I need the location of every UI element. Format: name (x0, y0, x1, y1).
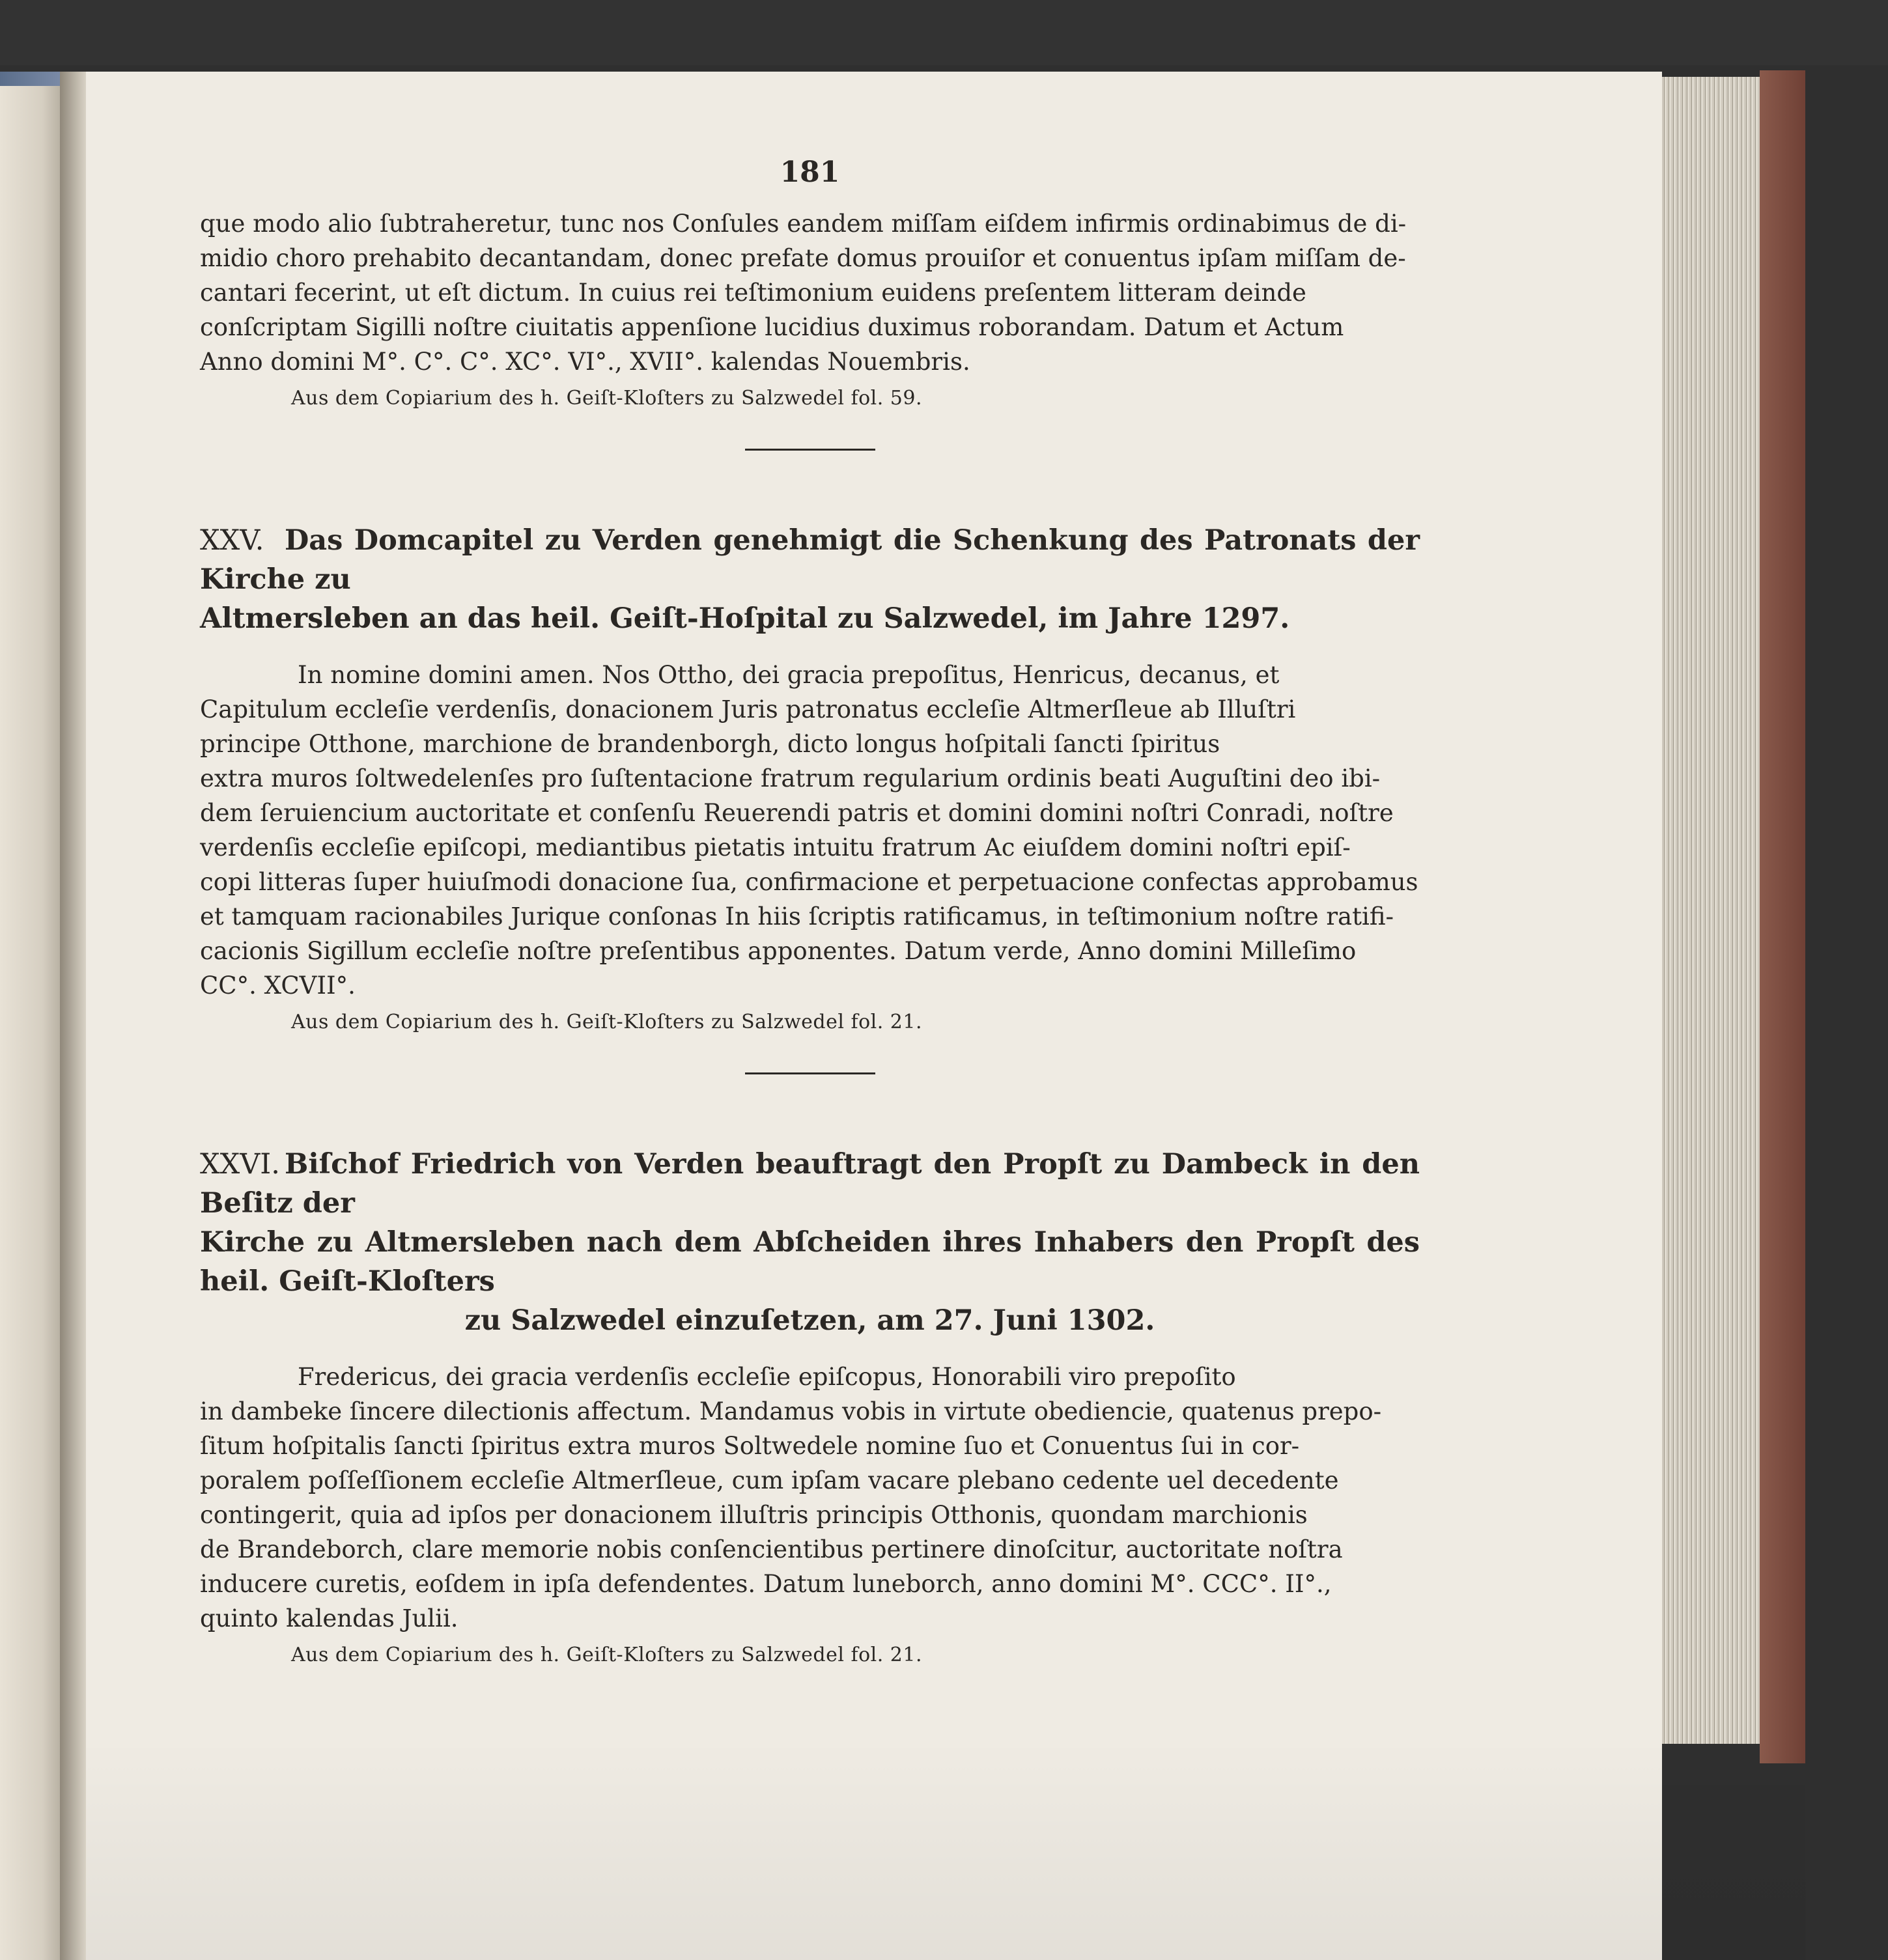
section-divider (745, 449, 875, 451)
page-block-edges (1662, 77, 1762, 1744)
left-page-edge (0, 72, 62, 1960)
book-gutter (60, 72, 86, 1960)
doc-25-heading (200, 521, 1420, 638)
doc-26-title-last-line: zu Salzwedel einzuſetzen, am 27. Juni 1302. (464, 1304, 1155, 1337)
doc-25-source-note: Aus dem Copiarium des h. Geiſt-Kloſters zu Salzwedel fol. 21. (291, 1011, 923, 1033)
doc-25-title: Das Domcapitel zu Verden genehmigt die Schenkung des Patronats der Kirche zu Altmersleben an das heil. Geiſt-Hoſpital zu Salzwedel, im Jahre 1297. (200, 524, 1420, 635)
doc-26-number: XXVI. (200, 1148, 280, 1181)
scan-background (0, 0, 1888, 65)
page-shadow (86, 1739, 1805, 1960)
book-cover-edge (1760, 70, 1805, 1763)
doc-26-source-note: Aus dem Copiarium des h. Geiſt-Kloſters zu Salzwedel fol. 21. (291, 1644, 923, 1666)
intro-paragraph: que modo alio ſubtraheretur, tunc nos Conſules eandem miſſam eiſdem infirmis ordinabimus de di- midio choro prehabito decantandam, donec prefate domus prouiſor et conuentus ipſam miſſam de- cantari fecerint, ut eſt dictum. In cuius rei teſtimonium euidens preſentem litteram deinde conſcriptam Sigilli noſtre ciuitatis appenſione lucidius duximus roborandam. Datum et Actum Anno domini M°. C°. C°. XC°. VI°., XVII°. kalendas Nouembris. (200, 210, 1407, 376)
left-page-binding-stripe (0, 72, 60, 86)
intro-source-note: Aus dem Copiarium des h. Geiſt-Kloſters zu Salzwedel fol. 59. (291, 387, 923, 410)
doc-26-title: Biſchof Friedrich von Verden beauftragt den Propſt zu Dambeck in den Beſitz der Kirche zu Altmersleben nach dem Abſcheiden ihres Inhabers den Propſt des heil. Geiſt-Kloſters (200, 1148, 1420, 1298)
doc-26-text: Fredericus, dei gracia verdenſis eccleſie epiſcopus, Honorabili viro prepoſito in dambeke ſincere dilectionis affectum. Mandamus vobis in virtute obediencie, quatenus prepo- ſitum hoſpitalis ſancti ſpiritus extra muros Soltwedele nomine ſuo et Conuentus ſui in cor- poralem poſſeſſionem eccleſie Altmerſleue, cum ipſam vacare plebano cedente uel decedente contingerit, quia ad ipſos per donacionem illuſtris principis Otthonis, quondam marchionis de Brandeborch, clare memorie nobis conſencientibus pertinere dinoſcitur, auctoritate noſtra inducere curetis, eoſdem in ipſa defendentes. Datum luneborch, anno domini M°. CCC°. II°., quinto kalendas Julii. (200, 1363, 1382, 1632)
page-number: 181 (780, 156, 840, 189)
doc-26-heading (200, 1145, 1420, 1301)
page-content (200, 153, 1420, 1670)
doc-25-text: In nomine domini amen. Nos Ottho, dei gracia prepoſitus, Henricus, decanus, et Capitulum eccleſie verdenſis, donacionem Juris patronatus eccleſie Altmerſleue ab Illuſtri principe Otthone, marchione de brandenborgh, dicto longus hoſpitali ſancti ſpiritus extra muros ſoltwedelenſes pro ſuſtentacione fratrum regularium ordinis beati Auguſtini deo ibi- dem ſeruiencium auctoritate et conſenſu Reuerendi patris et domini domini noſtri Conradi, noſtre verdenſis eccleſie epiſcopi, mediantibus pietatis intuitu fratrum Ac eiuſdem domini noſtri epiſ- copi litteras ſuper huiuſmodi donacione ſua, confirmacione et perpetuacione confectas approbamus et tamquam racionabiles Jurique conſonas In hiis ſcriptis ratificamus, in teſtimonium noſtre ratifi- cacionis Sigillum eccleſie noſtre preſentibus apponentes. Datum verde, Anno domini Milleſimo CC°. XCVII°. (200, 661, 1418, 1000)
section-divider (745, 1072, 875, 1074)
doc-25-number: XXV. (200, 524, 264, 557)
